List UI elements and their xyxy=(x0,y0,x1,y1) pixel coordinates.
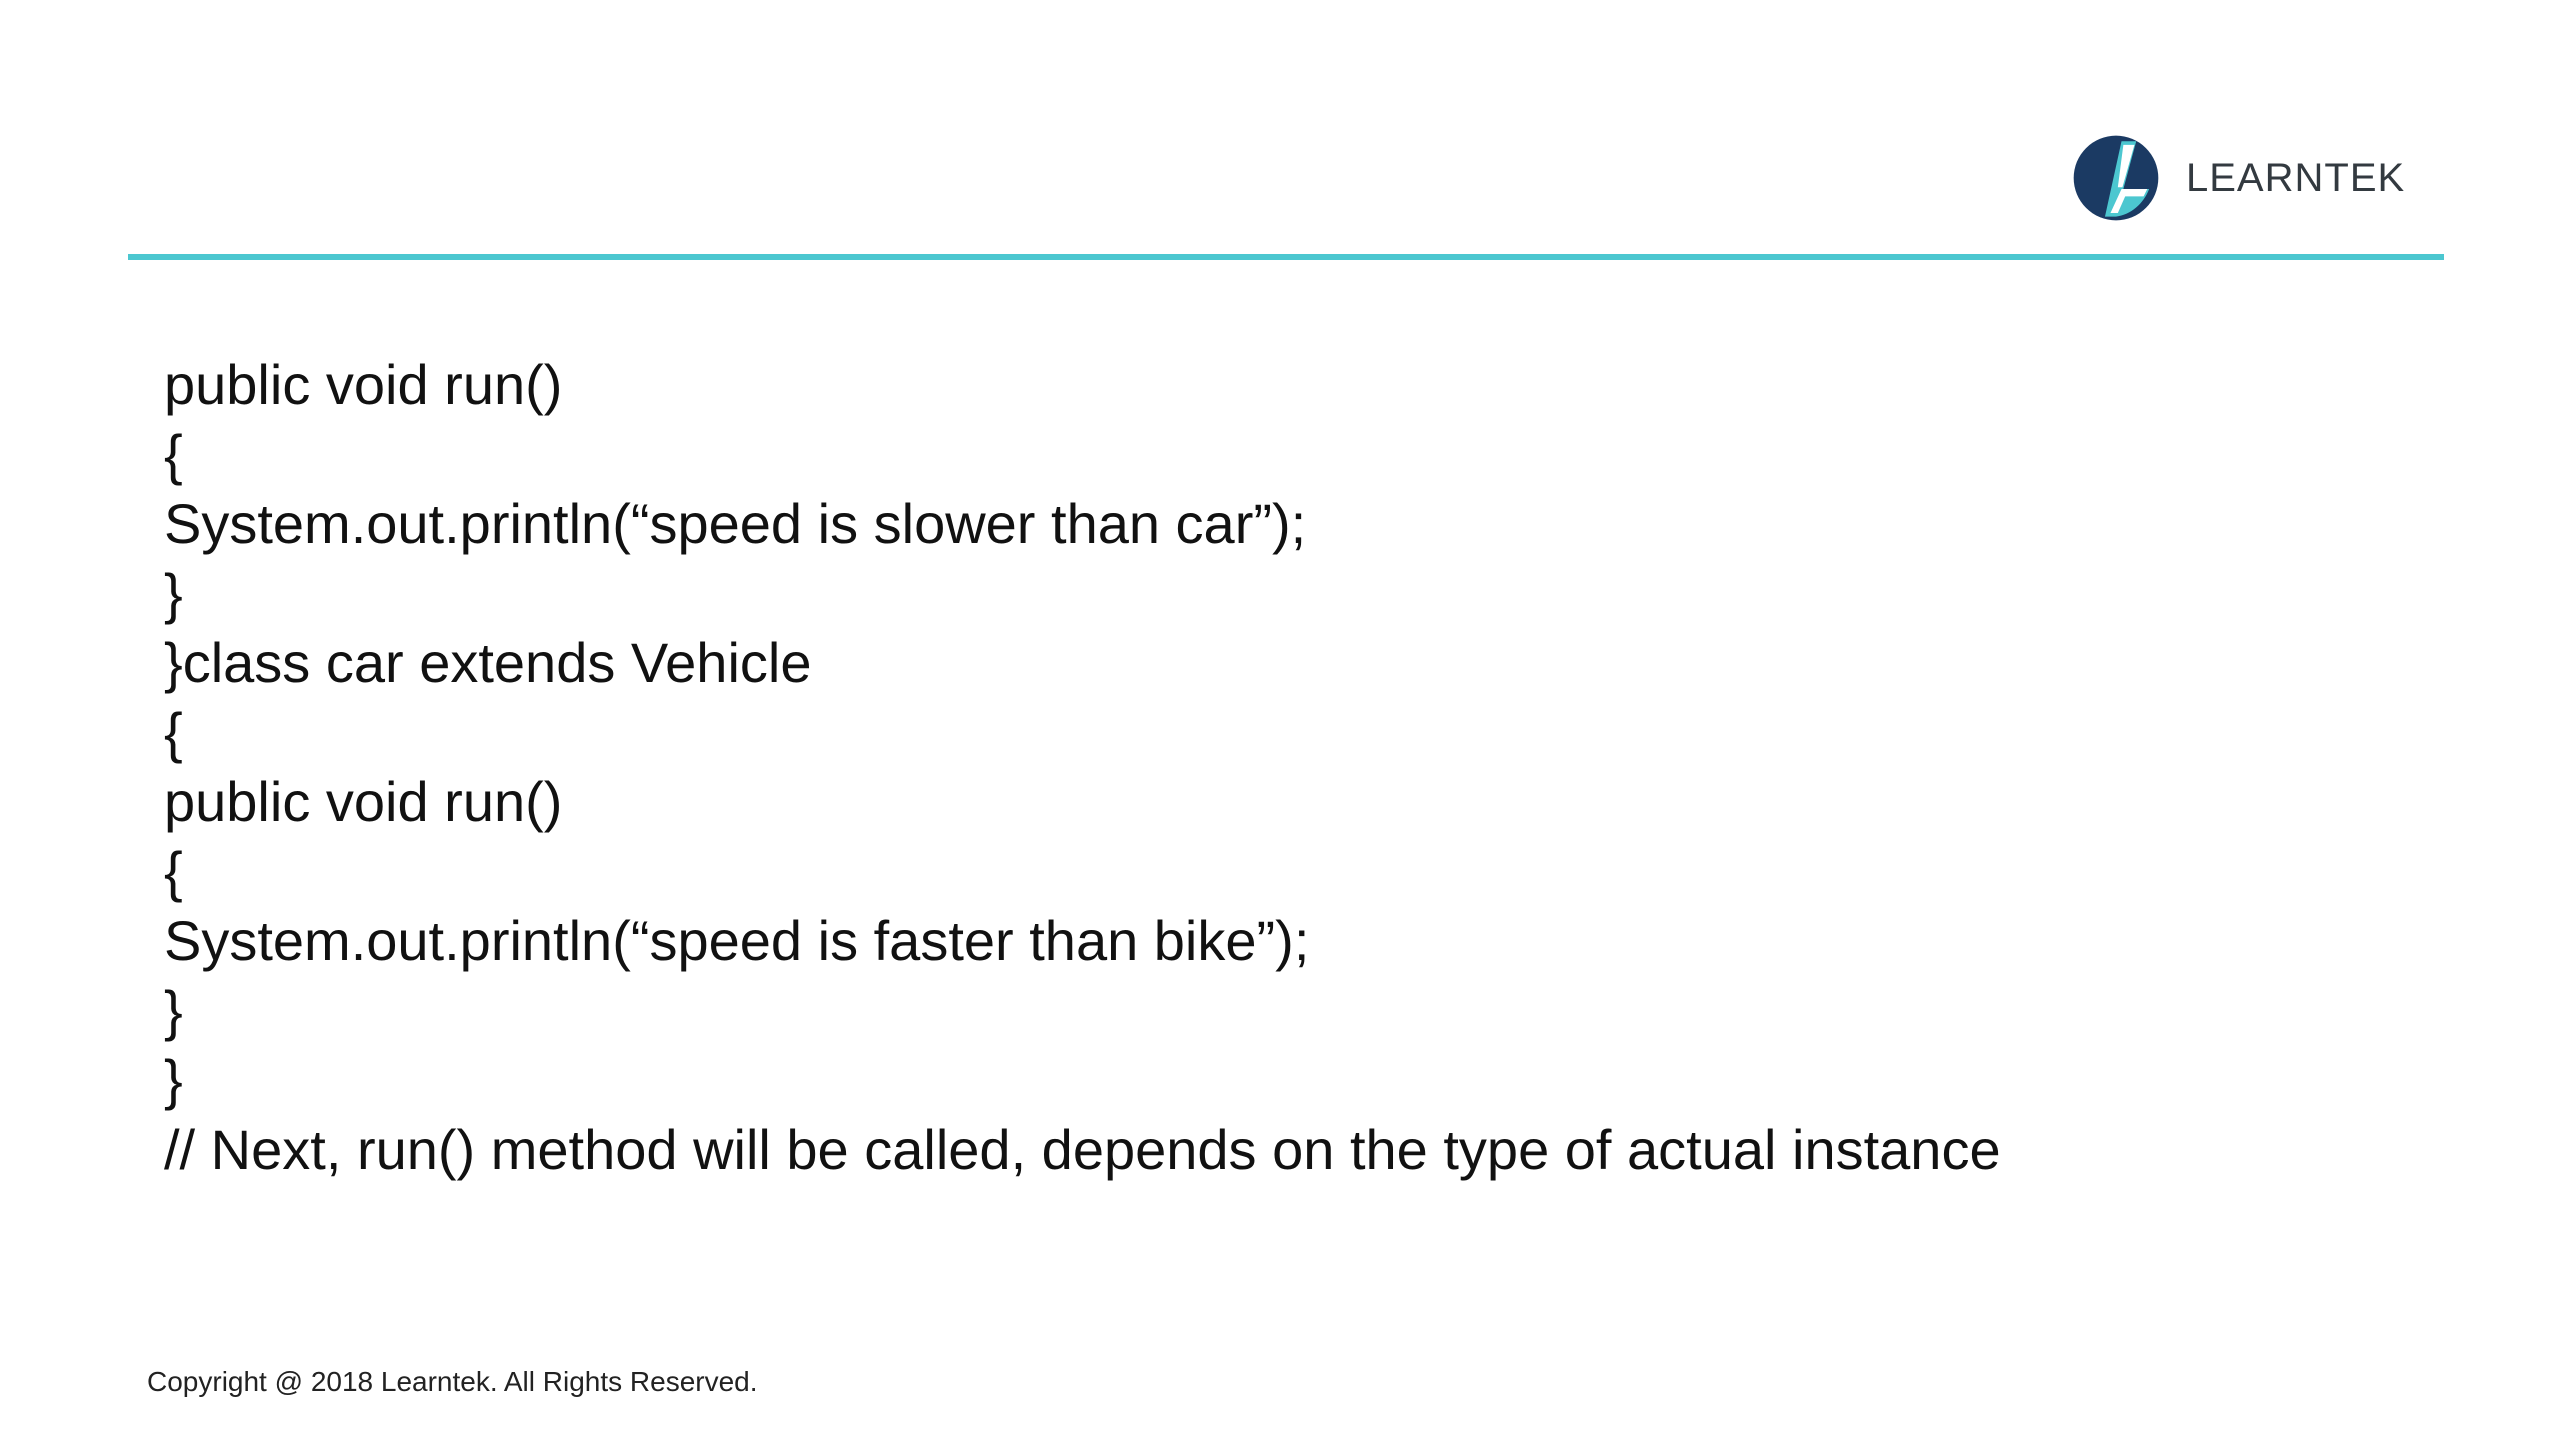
brand-logo xyxy=(2070,128,2405,228)
code-line: } xyxy=(164,1048,183,1111)
code-line: public void run() xyxy=(164,353,563,416)
code-line: public void run() xyxy=(164,770,563,833)
brand-name: LEARNTEK xyxy=(2186,155,2406,200)
code-comment-line: // Next, run() method will be called, depends on the type of actual instance xyxy=(164,1117,2001,1181)
code-line: { xyxy=(164,700,183,764)
code-line: } xyxy=(164,561,183,625)
code-line: { xyxy=(164,839,183,903)
learntek-logo-icon xyxy=(2070,132,2162,224)
code-line: } xyxy=(164,978,183,1042)
code-line: }class car extends Vehicle xyxy=(164,631,812,694)
copyright-footer: Copyright @ 2018 Learntek. All Rights Reserved. xyxy=(147,1366,758,1397)
header-divider xyxy=(128,254,2444,260)
code-line: { xyxy=(164,422,183,486)
code-line: System.out.println(“speed is faster than bike”); xyxy=(164,909,1310,972)
code-line: System.out.println(“speed is slower than car”); xyxy=(164,492,1307,555)
code-snippet xyxy=(164,350,2464,1185)
